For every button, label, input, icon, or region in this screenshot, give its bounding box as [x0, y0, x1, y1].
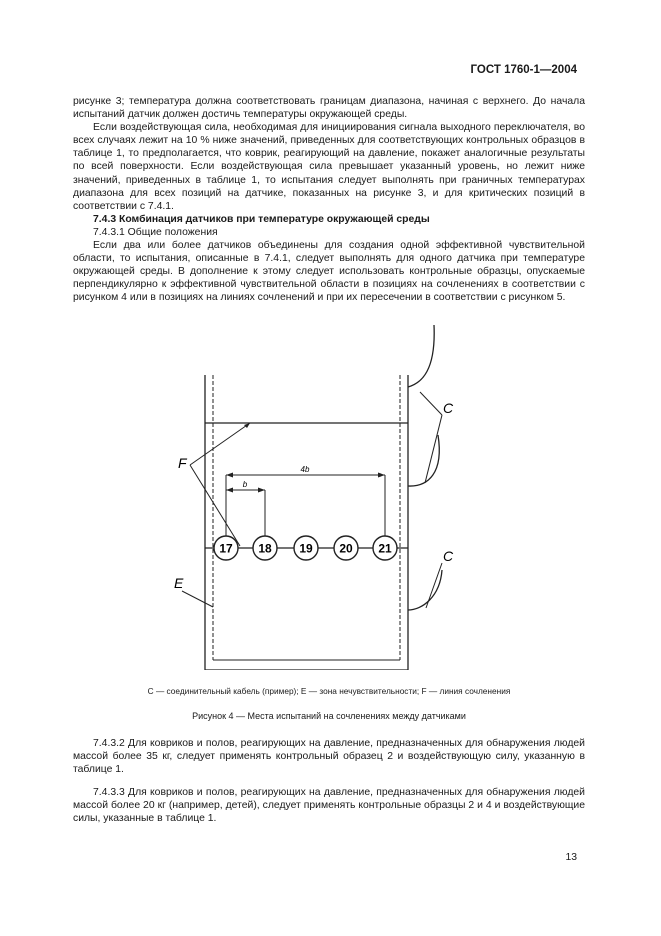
position-label: 19 — [299, 541, 313, 556]
arrowhead — [244, 423, 250, 428]
label-F: F — [178, 455, 187, 471]
paragraph: рисунке 3; температура должна соответствовать границам диапазона, начиная с верхнего. До начала испытаний датчик должен достичь температуры окружающей среды. — [73, 96, 585, 121]
arrowhead — [378, 473, 385, 478]
test-position-21 — [373, 536, 397, 560]
position-label: 17 — [219, 541, 233, 556]
leader-C-3 — [426, 563, 442, 608]
page-number: 13 — [565, 852, 577, 863]
figure-caption: Рисунок 4 — Места испытаний на сочленениях между датчиками — [192, 711, 466, 721]
test-position-19 — [294, 536, 318, 560]
label-E: E — [174, 575, 184, 591]
label-C-bottom: C — [443, 548, 454, 564]
paragraph: 7.4.3.2 Для ковриков и полов, реагирующих на давление, предназначенных для обнаружения людей массой более 35 кг, следует применять контрольный образец 2 и воздействующую силу, указанную в таблице 1. — [73, 738, 585, 776]
paragraph: Если два или более датчиков объединены для создания одной эффективной чувствительной области, то испытания, описанные в 7.4.1, следует выполнять для одного датчика при температуре окружающей среды. В дополнение к этому следует использовать контрольные образцы, опускаемые перпендикулярно к эффективной чувствительной области в позициях на сочленениях в соответствии с рисунком 4 или в позициях на линиях сочленений и при их пересечении в соответствии с рисунком 5. — [73, 240, 585, 304]
test-position-20 — [334, 536, 358, 560]
label-C-top: C — [443, 400, 454, 416]
section-heading: 7.4.3 Комбинация датчиков при температуре окружающей среды — [93, 213, 430, 225]
dim-b-label: b — [242, 480, 248, 489]
paragraph: Если воздействующая сила, необходимая для инициирования сигнала выходного переключателя, во всех случаях лежит на 10 % ниже значений, приведенных для соответствующих контрольных образцов в таблице 1, то предполагается, что коврик, реагирующий на давление, покажет аналогичные результаты по всей поверхности. Если воздействующая сила превышает указанный уровень, но лежит ниже значений, приведенных в таблице 1, то испытания следует выполнять при граничных температурах диапазона для всех позиций на датчике, показанных на рисунке 3, и для критических позиций в соответствии с 7.4.1. — [73, 122, 585, 212]
test-position-17 — [214, 536, 238, 560]
figure-legend: С — соединительный кабель (пример); Е — зона нечувствительности; F — линия сочленения — [147, 686, 511, 696]
leader-C-1 — [420, 392, 442, 415]
subsection-heading: 7.4.3.1 Общие положения — [93, 226, 218, 238]
body-text-top — [73, 95, 585, 305]
figure-4 — [160, 325, 500, 670]
dim-4b-label: 4b — [300, 465, 310, 474]
body-text-bottom — [73, 737, 585, 826]
leader-F-top — [190, 423, 250, 465]
position-label: 18 — [258, 541, 272, 556]
arrowhead — [226, 473, 233, 478]
leader-E — [182, 591, 213, 607]
test-position-18 — [253, 536, 277, 560]
cable-top — [408, 325, 434, 387]
paragraph: 7.4.3.3 Для ковриков и полов, реагирующих на давление, предназначенных для обнаружения людей массой более 20 кг (например, детей), следует применять контрольные образцы 2 и 4 и воздействующие силы, указанные в таблице 1. — [73, 787, 585, 825]
arrowhead — [226, 488, 233, 493]
sensor-joint-diagram — [160, 325, 500, 670]
position-label: 21 — [378, 541, 392, 556]
document-header: ГОСТ 1760-1—2004 — [470, 64, 577, 76]
position-label: 20 — [339, 541, 353, 556]
arrowhead — [258, 488, 265, 493]
